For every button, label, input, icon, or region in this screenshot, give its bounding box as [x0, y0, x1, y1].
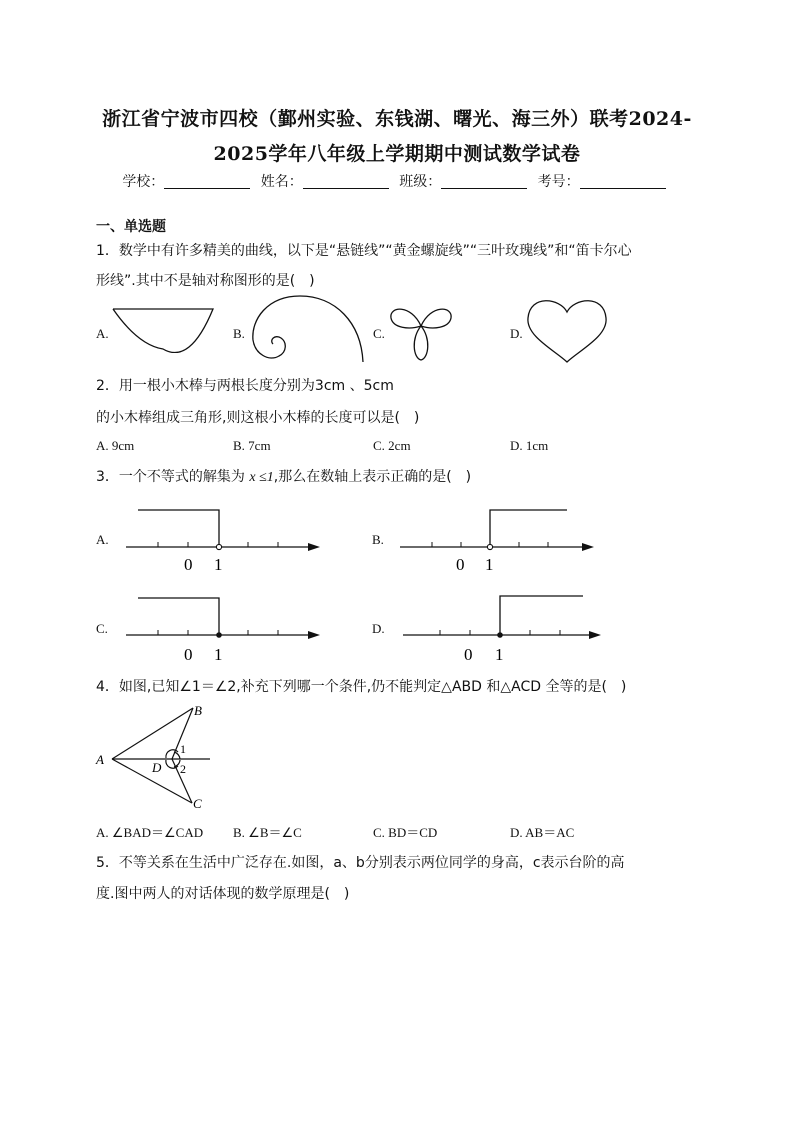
q2-option-b: B. 7cm	[233, 438, 271, 453]
student-info-row	[0, 171, 794, 191]
exam-no-blank[interactable]	[580, 174, 666, 189]
q4-option-d: D. AB＝AC	[510, 825, 575, 840]
exam-no-label: 考号：	[537, 174, 580, 190]
angle-1-label: 1	[180, 742, 186, 756]
name-blank[interactable]	[303, 174, 389, 189]
exam-title-line1: 浙江省宁波市四校（鄞州实验、东钱湖、曙光、海三外）联考2024-	[102, 108, 692, 130]
q1-option-a-label: A.	[96, 326, 109, 341]
cardioid-heart-figure	[524, 296, 610, 364]
number-line-a-tick-0: 0	[184, 555, 193, 574]
q2-text-line1: 2．用一根小木棒与两根长度分别为3cm 、5cm	[96, 378, 394, 394]
q3-suffix: ,那么在数轴上表示正确的是( )	[273, 469, 472, 485]
q1-text-line2: 形线”.其中不是轴对称图形的是( )	[96, 273, 315, 289]
golden-spiral-figure	[245, 292, 365, 364]
number-line-d-tick-1: 1	[495, 645, 504, 664]
number-line-b-tick-0: 0	[456, 555, 465, 574]
three-petal-rose-figure	[388, 300, 454, 362]
point-b-label: B	[194, 703, 202, 718]
q4-text: 4．如图,已知∠1＝∠2,补充下列哪一个条件,仍不能判定△ABD 和△ACD 全等的是( )	[96, 679, 627, 695]
q5-text-line1: 5．不等关系在生活中广泛存在.如图，a、b分别表示两位同学的身高，c表示台阶的高	[96, 855, 625, 871]
class-label: 班级：	[399, 174, 442, 190]
q1-option-d-label: D.	[510, 326, 523, 341]
q2-text-line2: 的小木棒组成三角形,则这根小木棒的长度可以是( )	[96, 410, 420, 426]
q1-text-line1: 1．数学中有许多精美的曲线，以下是“悬链线”“黄金螺旋线”“三叶玫瑰线”和“笛卡尔心	[96, 243, 632, 259]
q1-option-b-label: B.	[233, 326, 245, 341]
point-d-label: D	[152, 760, 162, 775]
point-c-label: C	[193, 796, 202, 811]
q3-inequality: x ≤1	[249, 470, 274, 485]
q3-option-c-label: C.	[96, 621, 108, 636]
q3-text	[96, 466, 471, 486]
school-label: 学校：	[122, 174, 165, 190]
q5-text-line2: 度.图中两人的对话体现的数学原理是( )	[96, 886, 350, 902]
number-line-d-tick-0: 0	[464, 645, 473, 664]
number-line-d	[395, 588, 610, 668]
name-label: 姓名：	[260, 174, 303, 190]
number-line-a-tick-1: 1	[214, 555, 223, 574]
section-heading: 一、单选题	[96, 219, 166, 235]
school-blank[interactable]	[164, 174, 250, 189]
catenary-curve-figure	[110, 305, 216, 353]
q4-option-a: A. ∠BAD＝∠CAD	[96, 825, 204, 840]
point-a-label: A	[96, 752, 104, 767]
q3-option-a-label: A.	[96, 532, 109, 547]
number-line-a	[118, 500, 328, 580]
number-line-b	[392, 500, 602, 580]
q1-option-c-label: C.	[373, 326, 385, 341]
q3-prefix: 3．一个不等式的解集为	[96, 469, 250, 485]
q2-option-a: A. 9cm	[96, 438, 135, 453]
q3-option-b-label: B.	[372, 532, 384, 547]
exam-title-line2: 2025学年八年级上学期期中测试数学试卷	[213, 143, 581, 165]
triangle-figure	[92, 698, 222, 814]
q4-option-b: B. ∠B＝∠C	[233, 825, 302, 840]
q4-option-c: C. BD＝CD	[373, 825, 438, 840]
number-line-c-tick-0: 0	[184, 645, 193, 664]
q2-option-c: C. 2cm	[373, 438, 411, 453]
q3-option-d-label: D.	[372, 621, 385, 636]
number-line-c	[118, 588, 328, 668]
number-line-c-tick-1: 1	[214, 645, 223, 664]
q2-option-d: D. 1cm	[510, 438, 549, 453]
number-line-b-tick-1: 1	[485, 555, 494, 574]
angle-2-label: 2	[180, 762, 186, 776]
class-blank[interactable]	[441, 174, 527, 189]
